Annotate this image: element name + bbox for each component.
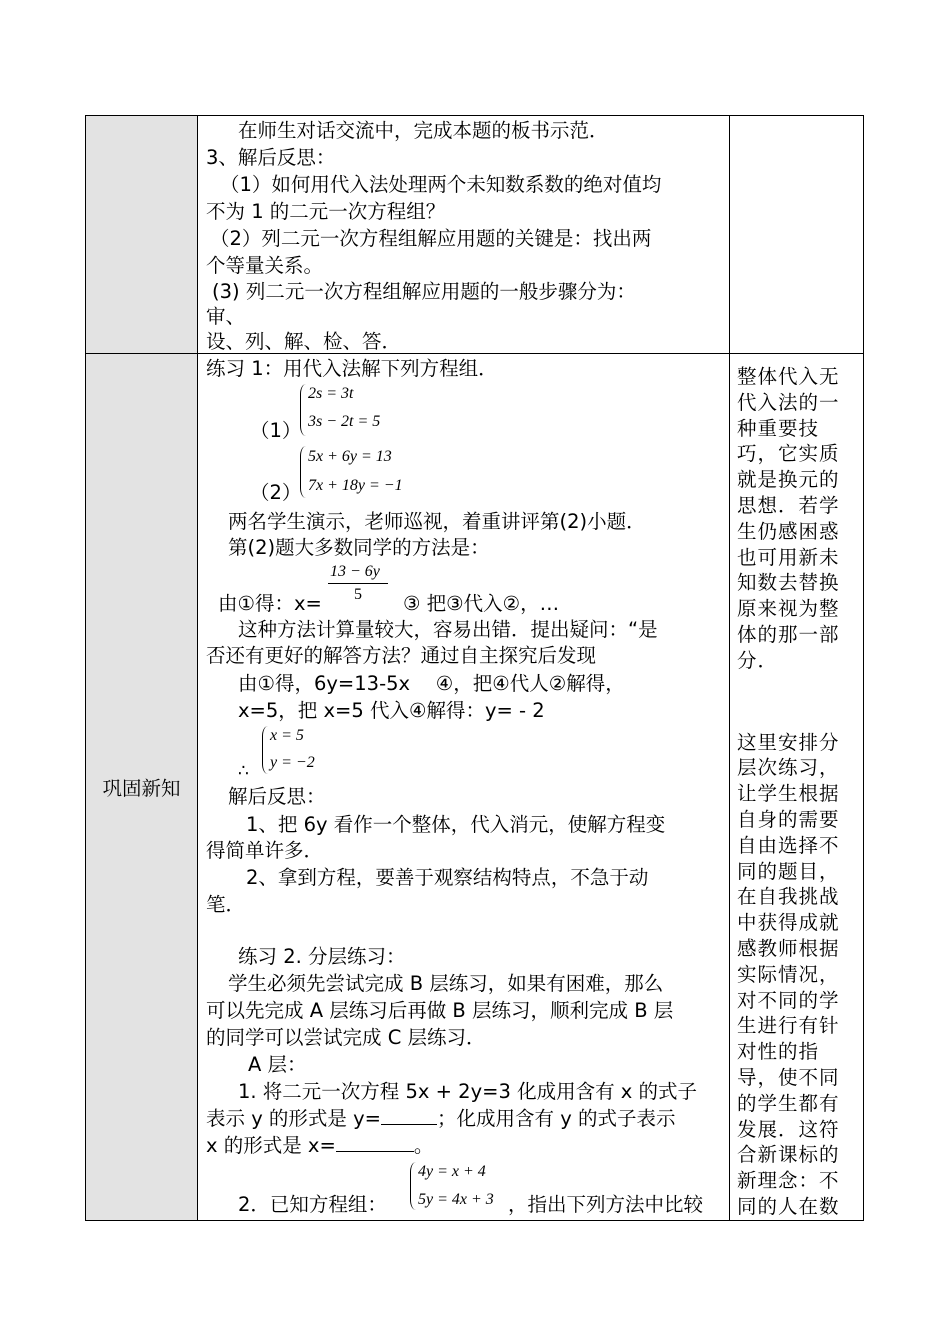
text-line: （1）如何用代入法处理两个未知数系数的绝对值均 (220, 173, 662, 196)
text-line: 2、拿到方程，要善于观察结构特点，不急于动 (246, 866, 649, 889)
therefore-symbol: ∴ (238, 761, 249, 781)
text-line: 可以先完成 A 层练习后再做 B 层练习，顺利完成 B 层 (206, 999, 674, 1022)
text-line: 笔． (206, 893, 246, 916)
text-line: x=5，把 x=5 代入④解得：y= - 2 (238, 699, 545, 722)
text-line: 两名学生演示，老师巡视，着重讲评第(2)小题． (228, 510, 646, 533)
section-label: 巩固新知 (102, 776, 181, 800)
text-line: A 层： (248, 1053, 307, 1076)
text-line: 第(2)题大多数同学的方法是： (228, 536, 490, 559)
text-line (206, 1106, 675, 1132)
brace-icon (262, 726, 270, 774)
equation: 3s − 2t = 5 (308, 413, 381, 430)
section-label-cell (86, 354, 198, 1221)
fraction-bar (328, 583, 388, 584)
fraction-numerator: 13 − 6y (330, 563, 380, 580)
equation: 2s = 3t (308, 385, 354, 402)
brace-icon (300, 384, 308, 436)
table-row (86, 354, 864, 1221)
text-fragment: 表示 y 的形式是 y= (206, 1107, 382, 1130)
text-line: 由①得：x= (218, 592, 322, 615)
text-line: 在师生对话交流中，完成本题的板书示范． (238, 119, 609, 142)
text-line: 1. 将二元一次方程 5x + 2y=3 化成用含有 x 的式子 (238, 1080, 698, 1103)
process-cell (198, 116, 730, 354)
design-note: 这里安排分层次练习，让学生根据自身的需要自由选择不同的题目，在自我挑战中获得成就感教师根据实际情况，对不同的学生进行有针对性的指导，使不同的学生都有发展．这符合新课标的新理念：不同的人在数 (737, 730, 840, 1218)
answer-blank[interactable] (381, 1124, 437, 1125)
problem-number: （1） (250, 419, 302, 442)
equation: 7x + 18y = −1 (308, 477, 403, 494)
text-line: （2）列二元一次方程组解应用题的关键是：找出两 (210, 227, 652, 250)
text-line: 这种方法计算量较大，容易出错．提出疑问：“是 (238, 618, 658, 641)
text-line: ③ 把③代入②，… (403, 592, 560, 615)
text-line: 解后反思： (228, 785, 326, 808)
problem-number: （2） (250, 481, 302, 504)
text-fragment: 。 (413, 1134, 434, 1157)
lesson-plan-table (85, 115, 864, 1221)
text-fragment: x 的形式是 x= (206, 1134, 336, 1157)
text-line: 3、解后反思： (206, 146, 336, 169)
equation: 4y = x + 4 (418, 1163, 486, 1180)
text-line: (3) 列二元一次方程组解应用题的一般步骤分为： (212, 280, 636, 303)
section-label-cell (86, 116, 198, 354)
text-line: 得简单许多． (206, 839, 324, 862)
design-note: 整体代入无代入法的一种重要技巧，它实质就是换元的思想．若学生仍感困惑也可用新未知数去替换原来视为整体的那一部分． (737, 365, 840, 672)
equation: y = −2 (270, 754, 315, 771)
text-fragment: ；化成用含有 y 的式子表示 (437, 1107, 676, 1130)
table-row (86, 116, 864, 354)
answer-blank[interactable] (336, 1151, 414, 1152)
text-line: 由①得，6y=13-5x ④，把④代人②解得， (238, 672, 625, 695)
process-cell (198, 354, 730, 1221)
text-line: 的同学可以尝试完成 C 层练习． (206, 1026, 486, 1049)
text-line: 审、 (206, 305, 246, 328)
text-line: ，指出下列方法中比较 (508, 1193, 704, 1216)
text-line: 1、把 6y 看作一个整体，代入消元，使解方程变 (246, 813, 666, 836)
text-line: 不为 1 的二元一次方程组？ (206, 200, 446, 223)
equation: 5x + 6y = 13 (308, 448, 392, 465)
text-line: 设、列、解、检、答． (206, 330, 402, 353)
equation: x = 5 (270, 727, 304, 744)
text-line (206, 1133, 433, 1159)
equation: 5y = 4x + 3 (418, 1191, 494, 1208)
fraction-denominator: 5 (354, 586, 362, 603)
text-line: 否还有更好的解答方法？通过自主探究后发现 (206, 644, 597, 667)
text-line: 2．已知方程组： (238, 1193, 387, 1216)
brace-icon (300, 446, 308, 498)
exercise-title: 练习 1：用代入法解下列方程组． (206, 357, 498, 380)
exercise-title: 练习 2. 分层练习： (238, 945, 406, 968)
note-cell (730, 354, 864, 1221)
note-cell (730, 116, 864, 354)
brace-icon (410, 1162, 418, 1210)
text-line: 个等量关系。 (206, 254, 324, 277)
text-line: 学生必须先尝试完成 B 层练习，如果有困难，那么 (228, 972, 664, 995)
